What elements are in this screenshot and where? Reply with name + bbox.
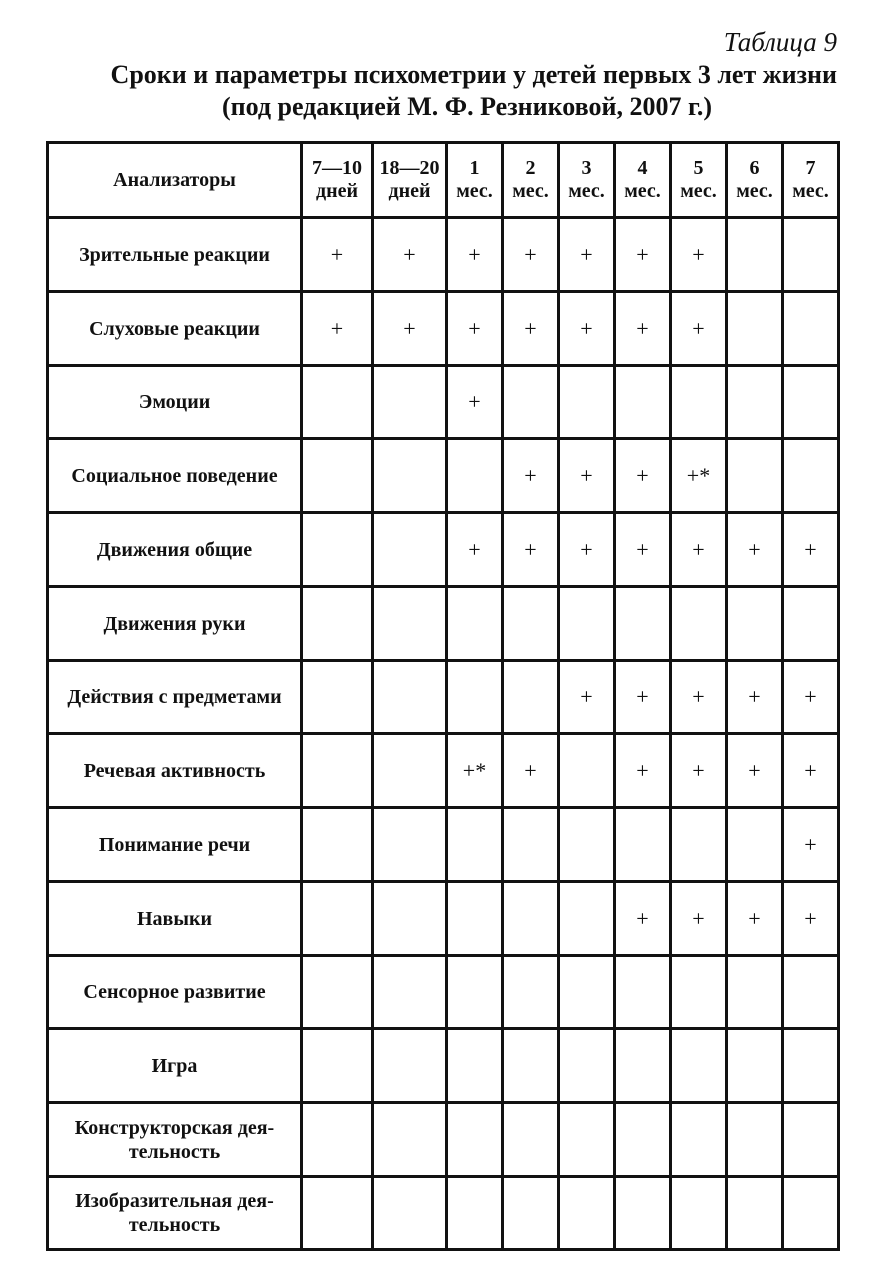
table-cell <box>373 1103 447 1177</box>
title-line-1: Сроки и параметры психометрии у детей первых 3 лет жизни <box>110 60 837 89</box>
row-analyzer-name <box>48 292 302 366</box>
table-cell <box>783 1103 839 1177</box>
header-period-line: 2 <box>525 157 536 179</box>
table-cell <box>447 661 503 734</box>
header-period-line: 6 <box>749 157 760 179</box>
table-cell <box>559 366 615 439</box>
table-cell <box>302 587 373 661</box>
table-label: Таблица 9 <box>723 27 837 57</box>
table-cell <box>671 1029 727 1103</box>
table-cell: +* <box>671 439 727 513</box>
table-cell <box>503 1029 559 1103</box>
table-cell: + <box>447 292 503 366</box>
table-cell <box>503 956 559 1029</box>
table-cell <box>615 587 671 661</box>
table-cell: + <box>615 439 671 513</box>
table-cell <box>302 513 373 587</box>
header-period-line: мес. <box>680 180 717 202</box>
row-name-line: Слуховые реакции <box>89 317 260 340</box>
table-cell <box>783 439 839 513</box>
table-cell: + <box>671 734 727 808</box>
table-cell <box>615 1177 671 1250</box>
header-period-line: мес. <box>512 180 549 202</box>
row-analyzer-name <box>48 956 302 1029</box>
header-period-line: мес. <box>624 180 661 202</box>
table-cell <box>447 587 503 661</box>
table-row <box>48 366 839 439</box>
table-cell <box>615 808 671 882</box>
header-period-line: 4 <box>637 157 648 179</box>
table-row <box>48 1177 839 1250</box>
table-row <box>48 808 839 882</box>
table-cell: + <box>503 513 559 587</box>
row-analyzer-name <box>48 218 302 292</box>
header-period-line: дней <box>315 180 359 202</box>
header-period-line: 7 <box>805 157 816 179</box>
row-analyzer-name <box>48 734 302 808</box>
table-cell: + <box>503 734 559 808</box>
table-cell: + <box>302 218 373 292</box>
row-name-line: Эмоции <box>138 391 211 413</box>
table-cell: + <box>447 366 503 439</box>
table-cell: + <box>559 661 615 734</box>
table-cell <box>302 882 373 956</box>
table-cell: + <box>727 513 783 587</box>
row-name-line: Социальное поведение <box>71 464 278 487</box>
header-period-line: мес. <box>568 180 605 202</box>
table-cell <box>447 882 503 956</box>
table-row <box>48 661 839 734</box>
table-cell <box>783 956 839 1029</box>
table-cell: + <box>503 439 559 513</box>
row-name-line: Изобразительная дея- <box>75 1190 274 1212</box>
table-cell <box>671 587 727 661</box>
table-cell: + <box>559 292 615 366</box>
row-name-line: тельность <box>128 1140 221 1163</box>
table-cell: + <box>783 734 839 808</box>
table-cell <box>783 218 839 292</box>
table-cell <box>447 1029 503 1103</box>
table-row <box>48 513 839 587</box>
table-cell <box>302 366 373 439</box>
table-cell: + <box>671 292 727 366</box>
table-cell <box>302 1103 373 1177</box>
table-cell: + <box>671 661 727 734</box>
table-cell <box>671 808 727 882</box>
table-cell <box>727 808 783 882</box>
table-cell <box>302 1177 373 1250</box>
table-cell <box>302 1029 373 1103</box>
psychometry-table <box>46 141 840 1251</box>
table-cell <box>373 661 447 734</box>
table-cell <box>503 882 559 956</box>
header-period <box>615 143 671 218</box>
table-row <box>48 218 839 292</box>
table-title <box>0 59 837 123</box>
table-cell <box>373 734 447 808</box>
header-period <box>373 143 447 218</box>
table-cell <box>727 292 783 366</box>
table-cell <box>783 292 839 366</box>
row-name-line: Движения руки <box>103 612 246 635</box>
header-period-line: мес. <box>792 180 829 202</box>
header-period <box>727 143 783 218</box>
table-cell: + <box>671 218 727 292</box>
table-cell <box>373 808 447 882</box>
table-cell <box>559 734 615 808</box>
row-analyzer-name <box>48 808 302 882</box>
table-cell <box>373 587 447 661</box>
table-cell <box>783 1177 839 1250</box>
table-cell <box>302 956 373 1029</box>
row-analyzer-name <box>48 882 302 956</box>
table-row <box>48 734 839 808</box>
table-cell <box>373 882 447 956</box>
table-cell: + <box>671 513 727 587</box>
row-name-line: Сенсорное развитие <box>83 981 266 1003</box>
table-cell <box>615 956 671 1029</box>
table-cell <box>615 1103 671 1177</box>
table-cell <box>783 1029 839 1103</box>
table-cell: + <box>727 661 783 734</box>
header-period-line: дней <box>388 180 431 202</box>
table-cell <box>503 1103 559 1177</box>
table-cell <box>671 366 727 439</box>
row-name-line: Речевая активность <box>83 759 266 782</box>
table-cell <box>447 956 503 1029</box>
table-row <box>48 439 839 513</box>
header-period-line: 18—20 <box>379 157 440 179</box>
table-cell <box>373 1029 447 1103</box>
header-period <box>559 143 615 218</box>
table-cell <box>615 366 671 439</box>
table-cell: + <box>727 882 783 956</box>
row-name-line: Движения общие <box>96 538 253 561</box>
header-period-line: 5 <box>693 157 704 179</box>
table-cell <box>559 956 615 1029</box>
table-cell <box>373 439 447 513</box>
table-cell <box>559 808 615 882</box>
table-cell <box>447 808 503 882</box>
table-cell: + <box>615 513 671 587</box>
table-cell <box>671 956 727 1029</box>
table-cell <box>559 1029 615 1103</box>
header-period-line: 7—10 <box>312 157 362 179</box>
row-analyzer-name <box>48 439 302 513</box>
table-cell <box>783 366 839 439</box>
table-cell <box>373 513 447 587</box>
table-cell: + <box>783 808 839 882</box>
header-period <box>447 143 503 218</box>
row-analyzer-name <box>48 1177 302 1250</box>
table-cell <box>615 1029 671 1103</box>
table-cell <box>727 1029 783 1103</box>
table-cell: +* <box>447 734 503 808</box>
header-row <box>48 143 839 218</box>
table-cell <box>671 1103 727 1177</box>
table-row <box>48 1103 839 1177</box>
table-cell <box>503 661 559 734</box>
table-cell <box>447 439 503 513</box>
table-cell <box>727 439 783 513</box>
table-cell: + <box>615 218 671 292</box>
table-cell <box>302 439 373 513</box>
table-cell: + <box>727 734 783 808</box>
table-cell: + <box>447 218 503 292</box>
header-period <box>503 143 559 218</box>
table-cell: + <box>783 513 839 587</box>
header-period <box>302 143 373 218</box>
table-cell <box>302 734 373 808</box>
table-cell: + <box>503 292 559 366</box>
row-name-line: Игра <box>151 1054 198 1077</box>
table-cell <box>373 1177 447 1250</box>
row-name-line: Понимание речи <box>98 833 251 856</box>
table-cell: + <box>559 513 615 587</box>
table-cell <box>503 808 559 882</box>
table-cell: + <box>302 292 373 366</box>
table-cell <box>727 956 783 1029</box>
table-row <box>48 587 839 661</box>
table-cell: + <box>671 882 727 956</box>
table-cell: + <box>503 218 559 292</box>
table-cell <box>727 366 783 439</box>
header-analyzers: Анализаторы <box>48 143 302 218</box>
header-period-line: 1 <box>469 157 480 179</box>
table-row <box>48 1029 839 1103</box>
table-cell: + <box>615 661 671 734</box>
table-row <box>48 882 839 956</box>
row-analyzer-name <box>48 1103 302 1177</box>
header-period-line: мес. <box>456 180 493 202</box>
row-analyzer-name <box>48 513 302 587</box>
header-period <box>671 143 727 218</box>
table-cell <box>727 1177 783 1250</box>
table-cell <box>559 1177 615 1250</box>
table-cell: + <box>559 218 615 292</box>
table-cell <box>671 1177 727 1250</box>
table-cell: + <box>783 661 839 734</box>
table-cell: + <box>615 734 671 808</box>
table-cell <box>373 366 447 439</box>
table-cell <box>727 1103 783 1177</box>
table-cell: + <box>559 439 615 513</box>
table-cell: + <box>373 218 447 292</box>
row-analyzer-name <box>48 366 302 439</box>
row-name-line: Конструкторская дея- <box>74 1116 275 1139</box>
table-body <box>48 218 839 1250</box>
table-cell: + <box>615 882 671 956</box>
table-cell <box>503 366 559 439</box>
header-period <box>783 143 839 218</box>
title-line-2: (под редакцией М. Ф. Резниковой, 2007 г.) <box>221 92 712 121</box>
table-row <box>48 956 839 1029</box>
table-cell <box>727 587 783 661</box>
table-cell <box>302 661 373 734</box>
header-period-line: 3 <box>581 157 592 179</box>
table-cell <box>447 1103 503 1177</box>
table-cell: + <box>373 292 447 366</box>
table-cell <box>783 587 839 661</box>
table-cell: + <box>783 882 839 956</box>
table-cell <box>727 218 783 292</box>
row-name-line: Действия с предметами <box>67 686 282 708</box>
table-cell <box>559 1103 615 1177</box>
row-analyzer-name <box>48 1029 302 1103</box>
table-cell: + <box>615 292 671 366</box>
table-cell <box>503 587 559 661</box>
row-analyzer-name <box>48 661 302 734</box>
table-cell: + <box>447 513 503 587</box>
table-cell <box>302 808 373 882</box>
header-period-line: мес. <box>736 180 773 202</box>
table-cell <box>559 587 615 661</box>
table-row <box>48 292 839 366</box>
table-cell <box>373 956 447 1029</box>
table-cell <box>447 1177 503 1250</box>
row-name-line: Зрительные реакции <box>79 243 270 266</box>
row-analyzer-name <box>48 587 302 661</box>
table-cell <box>503 1177 559 1250</box>
row-name-line: тельность <box>128 1214 221 1236</box>
table-cell <box>559 882 615 956</box>
row-name-line: Навыки <box>136 907 213 930</box>
